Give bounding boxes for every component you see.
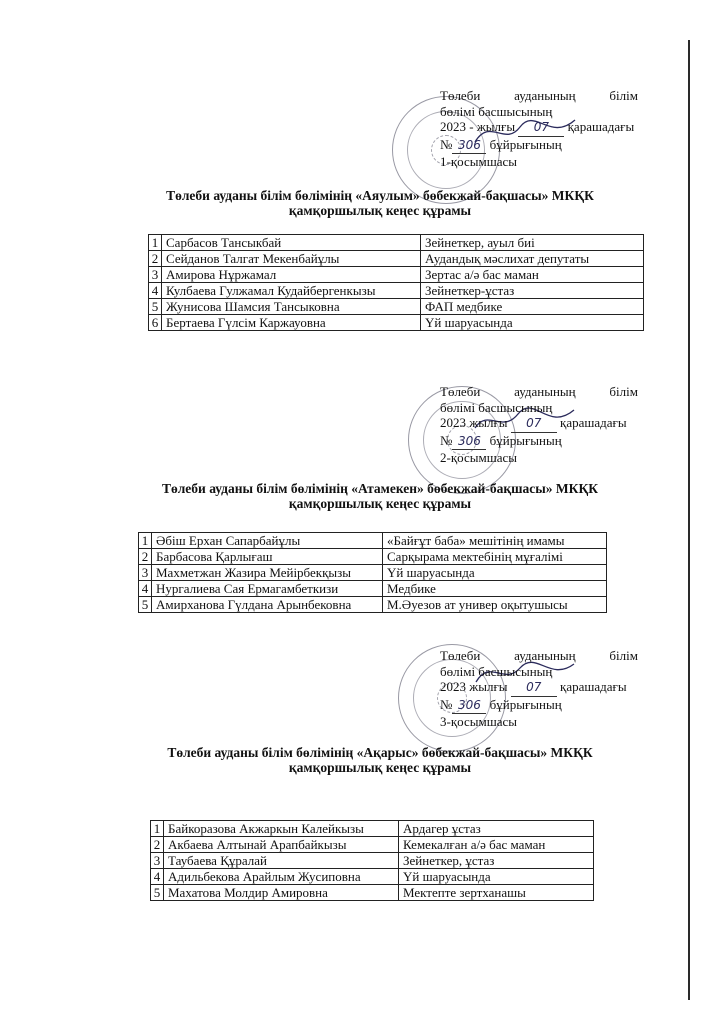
member-role: Үй шаруасында <box>383 565 607 581</box>
member-name: Барбасова Қарлығаш <box>152 549 383 565</box>
member-role: Зейнеткер-ұстаз <box>421 283 644 299</box>
row-number: 1 <box>151 821 164 837</box>
scan-edge-line <box>688 40 690 1000</box>
table-row <box>151 885 594 901</box>
handwritten-day: 07 <box>526 680 542 694</box>
row-number: 3 <box>151 853 164 869</box>
handwritten-order-number: 306 <box>457 137 481 152</box>
members-table-2 <box>138 532 607 613</box>
table-row <box>149 251 644 267</box>
row-number: 1 <box>139 533 152 549</box>
annex-word: білім <box>609 648 638 663</box>
table-row <box>139 533 607 549</box>
title-line: Төлеби ауданы білім бөлімінің «Атамекен» бөбекжай-бақшасы» МКҚК <box>161 481 599 496</box>
member-name: Адильбекова Арайлым Жусиповна <box>164 869 399 885</box>
section-2-title <box>100 481 660 511</box>
annex-word: ауданының <box>514 88 576 103</box>
table-row <box>139 597 607 613</box>
member-role: Зейнеткер, ауыл биі <box>421 235 644 251</box>
annex-word: ауданының <box>514 648 576 663</box>
handwritten-day: 07 <box>526 416 542 430</box>
member-name: Бертаева Гүлсім Каржауовна <box>162 315 421 331</box>
member-name: Кулбаева Гулжамал Кудайбергенкызы <box>162 283 421 299</box>
title-line: қамқоршылық кеңес құрамы <box>288 203 472 218</box>
member-name: Акбаева Алтынай Арапбайкызы <box>164 837 399 853</box>
member-name: Амирова Нұржамал <box>162 267 421 283</box>
annex-appendix-label: 2-қосымшасы <box>440 450 517 465</box>
title-line: қамқоршылық кеңес құрамы <box>288 496 472 511</box>
row-number: 5 <box>139 597 152 613</box>
table-row <box>151 837 594 853</box>
annex-order: бұйрығының <box>489 136 562 152</box>
member-name: Жунисова Шамсия Тансыковна <box>162 299 421 315</box>
title-line: Төлеби ауданы білім бөлімінің «Аяулым» бөбекжай-бақшасы» МКҚК <box>166 188 594 203</box>
table-row <box>149 235 644 251</box>
annex-order: бұйрығының <box>489 432 562 448</box>
row-number: 2 <box>139 549 152 565</box>
member-role: Үй шаруасында <box>399 869 594 885</box>
table-row <box>149 267 644 283</box>
annex-year: 2023 - жылғы <box>440 119 516 134</box>
member-role: Сарқырама мектебінің мұғалімі <box>383 549 607 565</box>
member-name: Таубаева Құралай <box>164 853 399 869</box>
annex-line: бөлімі басшысының <box>440 663 553 679</box>
row-number: 4 <box>149 283 162 299</box>
member-role: «Байғұт баба» мешітінің имамы <box>383 533 607 549</box>
row-number: 6 <box>149 315 162 331</box>
handwritten-day: 07 <box>533 120 549 134</box>
row-number: 3 <box>139 565 152 581</box>
annex-month: қарашадағы <box>560 679 627 694</box>
annex-line: бөлімі басшысының <box>440 399 553 415</box>
table-row <box>139 565 607 581</box>
annex-number-sign: № <box>440 696 453 712</box>
table-row <box>149 299 644 315</box>
member-role: Аудандық мәслихат депутаты <box>421 251 644 267</box>
annex-word: Төлеби <box>440 88 481 103</box>
row-number: 1 <box>149 235 162 251</box>
annex-number-sign: № <box>440 136 453 152</box>
row-number: 3 <box>149 267 162 283</box>
table-row <box>139 581 607 597</box>
annex-2 <box>440 384 638 466</box>
annex-month: қарашадағы <box>567 119 635 134</box>
row-number: 5 <box>151 885 164 901</box>
member-role: Үй шаруасында <box>421 315 644 331</box>
table-row <box>139 549 607 565</box>
annex-word: ауданының <box>514 384 576 399</box>
member-name: Махметжан Жазира Мейірбекқызы <box>152 565 383 581</box>
row-number: 5 <box>149 299 162 315</box>
member-name: Нургалиева Сая Ермагамбеткизи <box>152 581 383 597</box>
annex-year: 2023 жылғы <box>440 679 508 694</box>
member-role: Зертас а/ә бас маман <box>421 267 644 283</box>
table-row <box>149 315 644 331</box>
annex-word: Төлеби <box>440 384 481 399</box>
table-row <box>151 853 594 869</box>
annex-word: білім <box>609 384 638 399</box>
annex-line: бөлімі басшысының <box>440 103 553 119</box>
member-role: Зейнеткер, ұстаз <box>399 853 594 869</box>
section-3-title <box>100 745 660 775</box>
annex-order: бұйрығының <box>489 696 562 712</box>
annex-appendix-label: 3-қосымшасы <box>440 714 517 729</box>
title-line: Төлеби ауданы білім бөлімінің «Ақарыс» бөбекжай-бақшасы» МКҚК <box>167 745 593 760</box>
member-role: Мектепте зертханашы <box>399 885 594 901</box>
handwritten-order-number: 306 <box>457 697 481 712</box>
member-role: ФАП медбике <box>421 299 644 315</box>
annex-number-sign: № <box>440 432 453 448</box>
member-role: Ардагер ұстаз <box>399 821 594 837</box>
member-name: Сейданов Талгат Мекенбайұлы <box>162 251 421 267</box>
annex-3 <box>440 648 638 730</box>
table-row <box>151 821 594 837</box>
annex-month: қарашадағы <box>560 415 627 430</box>
row-number: 2 <box>149 251 162 267</box>
annex-appendix-label: 1-қосымшасы <box>440 154 517 169</box>
annex-year: 2023 жылғы <box>440 415 508 430</box>
annex-word: білім <box>609 88 638 103</box>
table-row <box>149 283 644 299</box>
member-name: Байкоразова Акжаркын Калейкызы <box>164 821 399 837</box>
members-table-3 <box>150 820 594 901</box>
row-number: 4 <box>151 869 164 885</box>
table-row <box>151 869 594 885</box>
title-line: қамқоршылық кеңес құрамы <box>288 760 472 775</box>
row-number: 2 <box>151 837 164 853</box>
members-table-1 <box>148 234 644 331</box>
annex-1 <box>440 88 638 170</box>
member-name: Әбіш Ерхан Сапарбайұлы <box>152 533 383 549</box>
row-number: 4 <box>139 581 152 597</box>
member-name: Махатова Молдир Амировна <box>164 885 399 901</box>
member-role: Медбике <box>383 581 607 597</box>
section-1-title <box>100 188 660 218</box>
handwritten-order-number: 306 <box>457 433 481 448</box>
annex-word: Төлеби <box>440 648 481 663</box>
member-name: Амирханова Гүлдана Арынбековна <box>152 597 383 613</box>
member-role: М.Әуезов ат универ оқытушысы <box>383 597 607 613</box>
member-role: Кемекалған а/ә бас маман <box>399 837 594 853</box>
member-name: Сарбасов Тансыкбай <box>162 235 421 251</box>
